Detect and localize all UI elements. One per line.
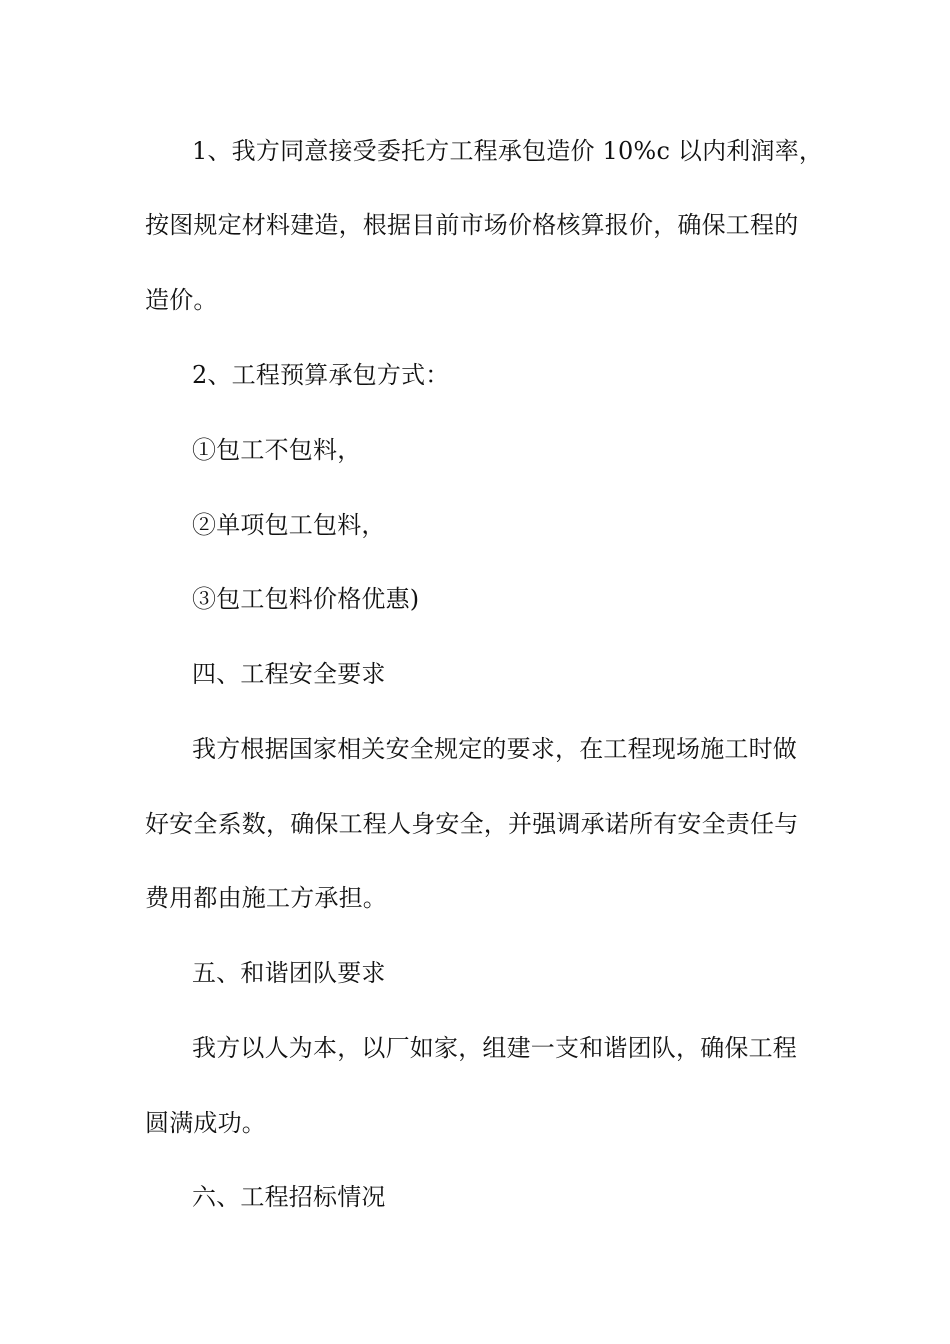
section-heading-6: 六、工程招标情况 [192,1183,386,1211]
paragraph-4-line-3: 费用都由施工方承担。 [145,884,387,912]
paragraph-5-line-1: 我方以人为本，以厂如家，组建一支和谐团队，确保工程 [192,1034,797,1062]
section-heading-4: 四、工程安全要求 [192,660,386,688]
paragraph-4-line-1: 我方根据国家相关安全规定的要求，在工程现场施工时做 [192,735,797,763]
paragraph-5-line-2: 圆满成功。 [145,1109,266,1137]
paragraph-1-line-1: 1、我方同意接受委托方工程承包造价 10%c 以内利润率， [192,137,824,165]
section-heading-5: 五、和谐团队要求 [192,959,386,987]
paragraph-1-line-2: 按图规定材料建造，根据目前市场价格核算报价，确保工程的 [145,211,799,239]
paragraph-2-heading: 2、工程预算承包方式： [192,361,450,389]
list-item-2: ②单项包工包料， [192,511,386,539]
list-item-3: ③包工包料价格优惠) [192,585,420,613]
paragraph-1-line-3: 造价。 [145,286,218,314]
list-item-1: ①包工不包料， [192,436,362,464]
paragraph-4-line-2: 好安全系数，确保工程人身安全，并强调承诺所有安全责任与 [145,810,799,838]
